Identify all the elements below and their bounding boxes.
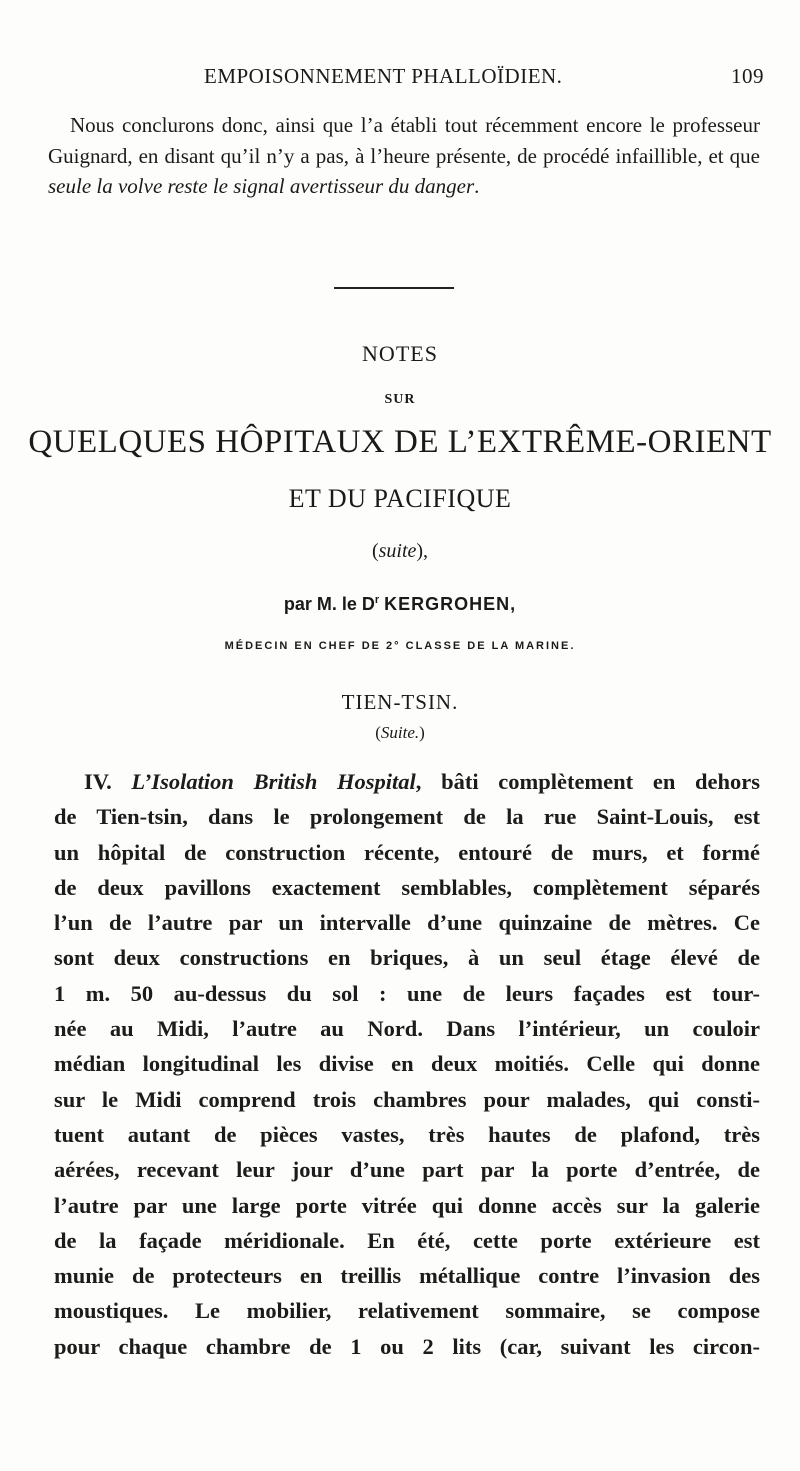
intro-paragraph xyxy=(48,110,760,202)
heading-notes: NOTES xyxy=(362,341,438,366)
page-number: 109 xyxy=(731,64,764,88)
article-title-line1: QUELQUES HÔPITAUX DE L’EXTRÊME-ORIENT xyxy=(28,424,772,460)
body-line xyxy=(54,764,760,799)
author-sup: r xyxy=(374,594,380,606)
body-line: moustiques. Le mobilier, relativement sommaire, se compose xyxy=(54,1298,760,1324)
body-line: tuent autant de pièces vastes, très hautes de plafond, très xyxy=(54,1121,760,1147)
body-line: 1 m. 50 au-dessus du sol : une de leurs façades est tour- xyxy=(54,980,760,1006)
running-head-title: EMPOISONNEMENT PHALLOÏDIEN. xyxy=(204,64,563,88)
body-line: de deux pavillons exactement semblables, complètement séparés xyxy=(54,874,760,900)
section-title: TIEN-TSIN. xyxy=(341,690,459,714)
body-line: née au Midi, l’autre au Nord. Dans l’intérieur, un couloir xyxy=(54,1016,760,1042)
intro-italic-text: seule la volve reste le signal avertisseur du danger xyxy=(48,174,475,198)
running-head xyxy=(54,64,770,100)
body-line: de Tien-tsin, dans le prolongement de la rue Saint-Louis, est xyxy=(54,804,760,830)
body-line: aérées, recevant leur jour d’une part par la porte d’entrée, de xyxy=(54,1157,760,1183)
section-suite-close: ) xyxy=(419,723,425,742)
hospital-name: L’Isolation British Hospital xyxy=(131,769,416,794)
author-affiliation: MÉDECIN EN CHEF DE 2° CLASSE DE LA MARINE. xyxy=(224,640,576,652)
author-line xyxy=(0,594,800,615)
body-line: pour chaque chambre de 1 ou 2 lits (car, suivant les circon- xyxy=(54,1333,760,1359)
section-suite-word: Suite. xyxy=(380,723,420,742)
article-suite-note xyxy=(0,540,800,563)
body-line-text: , bâti complètement en dehors xyxy=(415,769,760,794)
section-suite-note xyxy=(0,723,800,743)
author-name: KERGROHEN, xyxy=(384,594,517,614)
section-suite-open: ( xyxy=(375,723,381,742)
body-line: l’un de l’autre par un intervalle d’une quinzaine de mètres. Ce xyxy=(54,910,760,936)
intro-end-punct: . xyxy=(474,174,480,198)
body-line: munie de protecteurs en treillis métallique contre l’invasion des xyxy=(54,1263,760,1289)
suite-close: ), xyxy=(416,540,429,562)
body-line: sont deux constructions en briques, à un seul étage élevé de xyxy=(54,945,760,971)
section-divider xyxy=(334,287,454,289)
body-paragraph xyxy=(54,764,760,1364)
heading-sur: SUR xyxy=(384,392,416,407)
body-line: médian longitudinal les divise en deux moitiés. Celle qui donne xyxy=(54,1051,760,1077)
author-prefix: par M. le D xyxy=(283,594,375,614)
intro-text: Nous conclurons donc, ainsi que l’a établi tout récemment encore le professeur Guignard, en disant qu’il n’y a pas, à l’heure présente, de procédé infaillible, et que xyxy=(48,113,760,168)
suite-word: suite xyxy=(378,540,417,562)
body-line: un hôpital de construction récente, entouré de murs, et formé xyxy=(54,839,760,865)
suite-open: ( xyxy=(371,540,379,562)
body-line: sur le Midi comprend trois chambres pour malades, qui consti- xyxy=(54,1086,760,1112)
body-line: l’autre par une large porte vitrée qui donne accès sur la galerie xyxy=(54,1192,760,1218)
section-numeral: IV. xyxy=(84,769,132,794)
body-line: de la façade méridionale. En été, cette porte extérieure est xyxy=(54,1227,760,1253)
article-title-line2: ET DU PACIFIQUE xyxy=(288,484,512,513)
